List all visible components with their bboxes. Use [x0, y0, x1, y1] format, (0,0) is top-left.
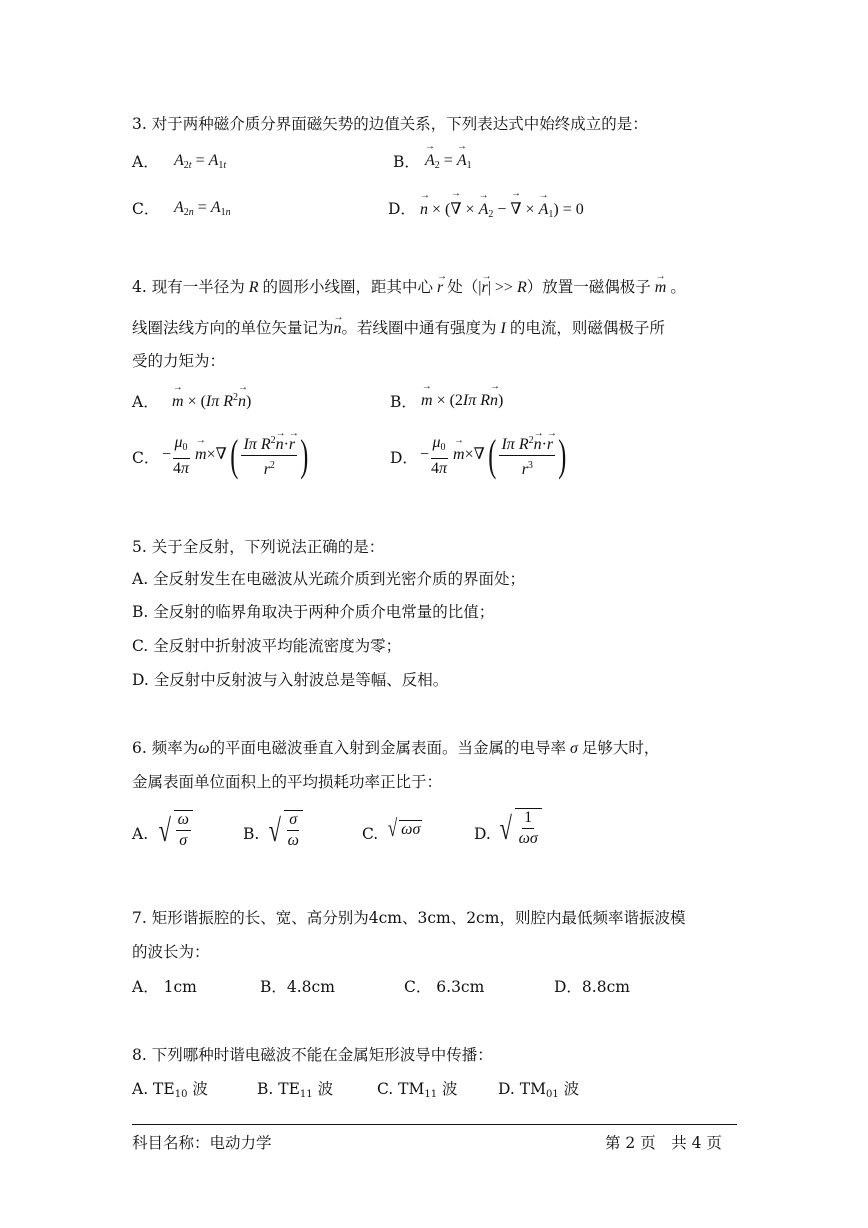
q8-option-d: D. $TM_{01}$ 波 [498, 1080, 580, 1100]
q3-option-c-formula: $A_{2n} = A_{1n}$ [174, 199, 231, 218]
q4-option-a-label: A． [132, 393, 159, 411]
q5-option-c: C. 全反射中折射波平均能流密度为零； [132, 637, 402, 655]
q4-option-b-formula: → m × (2Iπ R→ n) [421, 392, 503, 410]
q3-option-c-label: C． [132, 200, 160, 218]
q4-option-d-formula: − $\frac{\mu_0}{4\pi}$ → m×∇( $\frac{I\pi R^2\to n\cdot\to r}{r^3}$ ) [420, 432, 570, 479]
q7-stem-line1: 7. 矩形谐振腔的长、宽、高分别为4cm、3cm、2cm，则腔内最低频率谐振波模 [132, 909, 686, 927]
q3-option-a-formula: $A_{2t} = A_{1t}$ [174, 152, 227, 171]
q6-option-a-label: A. [132, 825, 149, 843]
q4-option-d-label: D． [390, 449, 418, 467]
q7-option-a: A． 1cm [132, 978, 197, 996]
q4-option-b-label: B． [390, 393, 417, 411]
q6-option-a-formula: √ $\frac{\omega}{\sigma}$ [156, 810, 193, 850]
q8-option-a: A. $TE_{10}$ 波 [132, 1080, 208, 1100]
q7-option-d: D．8.8cm [554, 978, 630, 996]
q5-option-d: D. 全反射中反射波与入射波总是等幅、反相。 [132, 671, 449, 689]
q3-option-d-formula: → n × (→ ∇ × → $A_2$ − → ∇ × → $A_1) = 0$ [420, 199, 584, 220]
q3-option-b-formula: → $A_2$ = → $A_1$ [425, 152, 472, 171]
q3-stem: 3. 对于两种磁介质分界面磁矢势的边值关系，下列表达式中始终成立的是： [132, 115, 648, 133]
q6-option-c-formula: √ ωσ [387, 816, 421, 842]
q6-option-d-label: D. [474, 825, 491, 843]
q6-option-d-formula: √ $\frac{1}{\omega\sigma}$ [497, 808, 542, 848]
q8-stem: 8. 下列哪种时谐电磁波不能在金属矩形波导中传播： [132, 1046, 493, 1064]
q4-option-c-label: C． [132, 449, 160, 467]
q3-option-d-label: D． [388, 200, 416, 218]
q7-option-c: C． 6.3cm [404, 978, 485, 996]
q8-option-c: C. $TM_{11}$ 波 [377, 1080, 458, 1100]
footer-divider [132, 1124, 737, 1125]
footer-subject: 科目名称：电动力学 [132, 1134, 272, 1152]
q5-stem: 5. 关于全反射，下列说法正确的是： [132, 538, 385, 556]
q4-stem-line2: 线圈法线方向的单位矢量记为→ n。若线圈中通有强度为 I 的电流，则磁偶极子所 [132, 318, 665, 339]
q4-stem-line3: 受的力矩为： [132, 352, 226, 370]
q6-stem-line2: 金属表面单位面积上的平均损耗功率正比于： [132, 773, 443, 791]
q6-stem-line1: 6. 频率为ω的平面电磁波垂直入射到金属表面。当金属的电导率 σ 足够大时， [132, 739, 660, 757]
q7-option-b: B．4.8cm [260, 978, 335, 996]
q4-option-c-formula: − $\frac{\mu_0}{4\pi}$ → m×∇( $\frac{I\pi R^2\to n\cdot\to r}{r^2}$ ) [162, 432, 312, 479]
q6-option-b-formula: √ $\frac{\sigma}{\omega}$ [266, 810, 303, 850]
q3-option-a-label: A． [132, 153, 159, 171]
footer-page-number: 第 2 页 共 4 页 [605, 1134, 722, 1152]
q4-option-a-formula: → m × (Iπ $R^2\to n$) [172, 392, 251, 411]
q3-option-b-label: B． [393, 153, 420, 171]
q8-option-b: B. $TE_{11}$ 波 [257, 1080, 334, 1100]
q6-option-b-label: B. [243, 825, 260, 843]
q5-option-b: B. 全反射的临界角取决于两种介质介电常量的比值； [132, 603, 495, 621]
q5-option-a: A. 全反射发生在电磁波从光疏介质到光密介质的界面处； [132, 570, 526, 588]
q7-stem-line2: 的波长为： [132, 943, 210, 961]
q4-stem-line1: 4. 现有一半径为 R 的圆形小线圈，距其中心 → r 处（|→ r| >> R）放置一磁偶极子 → m 。 [132, 277, 686, 298]
q6-option-c-label: C. [362, 825, 379, 843]
